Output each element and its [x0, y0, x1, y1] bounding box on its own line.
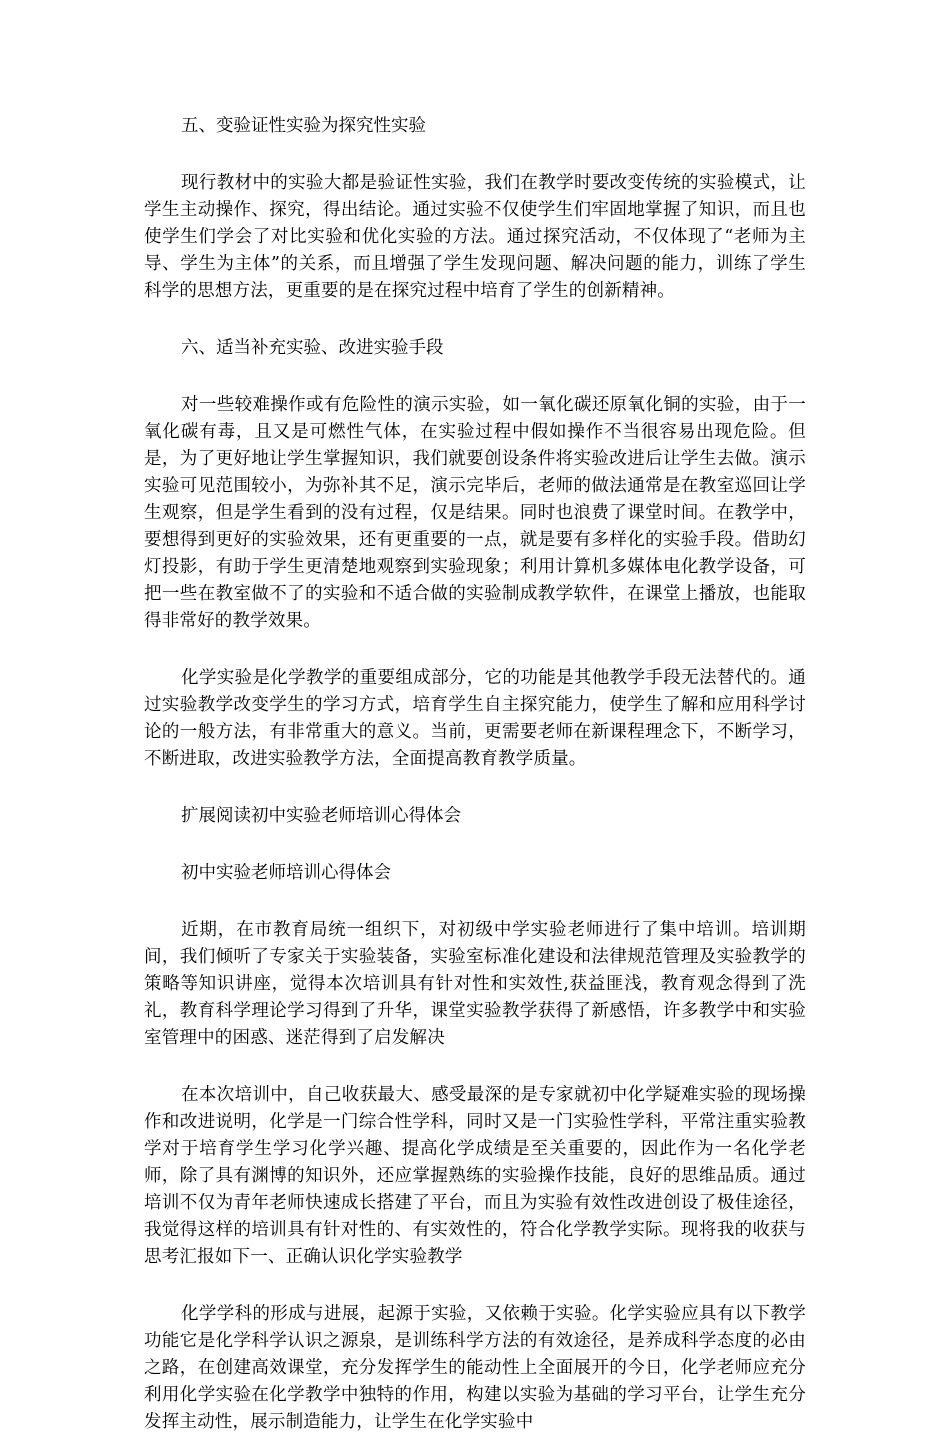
paragraph: 化学学科的形成与进展，起源于实验，又依赖于实验。化学实验应具有以下教学功能它是化学科学认识之源泉，是训练科学方法的有效途径，是养成科学态度的必由之路，在创建高效课堂，充分发挥学生的能动性上全面展开的今日，化学老师应充分利用化学实验在化学教学中独特的作用，构建以实验为基础的学习平台，让学生充分发挥主动性，展示制造能力，让学生在化学实验中	[144, 1304, 806, 1432]
paragraph: 在本次培训中，自己收获最大、感受最深的是专家就初中化学疑难实验的现场操作和改进说明，化学是一门综合性学科，同时又是一门实验性学科，平常注重实验教学对于培育学生学习化学兴趣、提高化学成绩是至关重要的，因此作为一名化学老师，除了具有渊博的知识外，还应掌握熟练的实验操作技能，良好的思维品质。通过培训不仅为青年老师快速成长搭建了平台，而且为实验有效性改进创设了极佳途径，我觉得这样的培训具有针对性的、有实效性的，符合化学教学实际。现将我的收获与思考汇报如下一、正确认识化学实验教学	[144, 1085, 806, 1267]
article-title: 初中实验老师培训心得体会	[181, 863, 391, 883]
paragraph: 近期，在市教育局统一组织下，对初级中学实验老师进行了集中培训。培训期间，我们倾听了专家关于实验装备，实验室标准化建设和法律规范管理及实验教学的策略等知识讲座，觉得本次培训具有针对性和实效性,获益匪浅，教育观念得到了洗礼，教育科学理论学习得到了升华，课堂实验教学获得了新感悟，许多教学中和实验室管理中的困惑、迷茫得到了启发解决	[144, 920, 806, 1048]
paragraph: 对一些较难操作或有危险性的演示实验，如一氧化碳还原氧化铜的实验，由于一氧化碳有毒，且又是可燃性气体，在实验过程中假如操作不当很容易出现危险。但是，为了更好地让学生掌握知识，我们就要创设条件将实验改进后让学生去做。演示实验可见范围较小，为弥补其不足，演示完毕后，老师的做法通常是在教室巡回让学生观察，但是学生看到的没有过程，仅是结果。同时也浪费了课堂时间。在教学中，要想得到更好的实验效果，还有更重要的一点，就是要有多样化的实验手段。借助幻灯投影，有助于学生更清楚地观察到实验现象；利用计算机多媒体电化教学设备，可把一些在教室做不了的实验和不适合做的实验制成教学软件，在课堂上播放，也能取得非常好的教学效果。	[144, 395, 806, 631]
extended-reading-heading: 扩展阅读初中实验老师培训心得体会	[181, 806, 461, 826]
paragraph: 化学实验是化学教学的重要组成部分，它的功能是其他教学手段无法替代的。通过实验教学改变学生的学习方式，培育学生自主探究能力，使学生了解和应用科学讨论的一般方法，有非常重大的意义。当前，更需要老师在新课程理念下，不断学习，不断进取，改进实验教学方法，全面提高教育教学质量。	[144, 668, 806, 769]
section-heading-5: 五、变验证性实验为探究性实验	[181, 116, 426, 136]
paragraph: 现行教材中的实验大都是验证性实验，我们在教学时要改变传统的实验模式，让学生主动操作、探究，得出结论。通过实验不仅使学生们牢固地掌握了知识，而且也使学生们学会了对比实验和优化实验的方法。通过探究活动，不仅体现了“老师为主导、学生为主体”的关系，而且增强了学生发现问题、解决问题的能力，训练了学生科学的思想方法，更重要的是在探究过程中培育了学生的创新精神。	[144, 173, 806, 301]
document-body	[144, 113, 806, 1436]
section-heading-6: 六、适当补充实验、改进实验手段	[181, 338, 444, 358]
